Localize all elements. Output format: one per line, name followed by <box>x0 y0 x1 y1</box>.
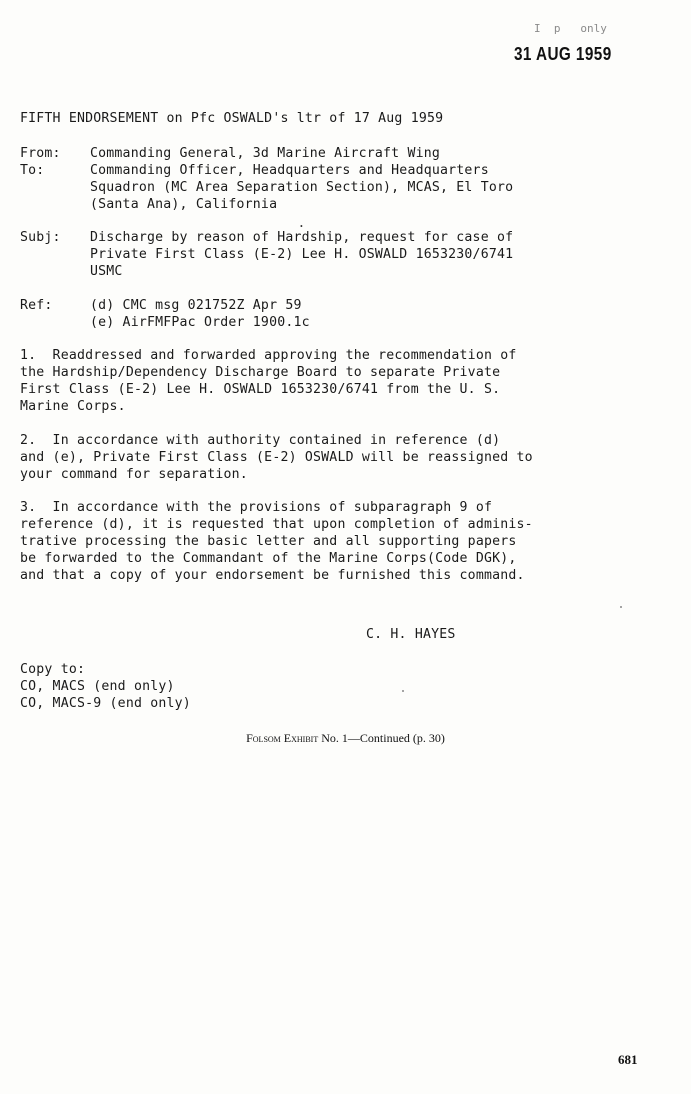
speck <box>402 690 404 692</box>
paragraph-3-line: trative processing the basic letter and all supporting papers <box>20 534 517 549</box>
paragraph-3-line: reference (d), it is requested that upon completion of adminis- <box>20 517 533 532</box>
to-line: Squadron (MC Area Separation Section), MCAS, El Toro <box>90 180 514 195</box>
subj-line: Private First Class (E-2) Lee H. OSWALD 1653230/6741 <box>90 247 514 262</box>
to-line: Commanding Officer, Headquarters and Headquarters <box>90 163 489 178</box>
paragraph-1-line: 1. Readdressed and forwarded approving the recommendation of <box>20 348 517 363</box>
paragraph-1-line: the Hardship/Dependency Discharge Board to separate Private <box>20 365 501 380</box>
paragraph-1-line: First Class (E-2) Lee H. OSWALD 1653230/6741 from the U. S. <box>20 382 501 397</box>
subj-line: Discharge by reason of Hardship, request for case of <box>90 230 514 245</box>
endorsement-heading: FIFTH ENDORSEMENT on Pfc OSWALD's ltr of 17 Aug 1959 <box>20 111 444 126</box>
date-stamp: 31 AUG 1959 <box>514 44 612 64</box>
exhibit-caption <box>0 731 691 746</box>
to-line: (Santa Ana), California <box>90 197 278 212</box>
signature-block: C. H. HAYES <box>366 627 456 642</box>
subj-line: USMC <box>90 264 123 279</box>
ink-mark: • <box>300 222 303 231</box>
from-label: From: <box>20 146 61 161</box>
paragraph-3-line: 3. In accordance with the provisions of subparagraph 9 of <box>20 500 493 515</box>
copy-to-label: Copy to: <box>20 662 86 677</box>
ref-line: (e) AirFMFPac Order 1900.1c <box>90 315 310 330</box>
paragraph-2-line: your command for separation. <box>20 467 248 482</box>
paragraph-2-line: 2. In accordance with authority contained in reference (d) <box>20 433 501 448</box>
copy-to-line: CO, MACS-9 (end only) <box>20 696 191 711</box>
ref-label: Ref: <box>20 298 53 313</box>
caption-rest: No. 1—Continued (p. 30) <box>318 731 445 745</box>
ref-line: (d) CMC msg 021752Z Apr 59 <box>90 298 302 313</box>
paragraph-3-line: and that a copy of your endorsement be furnished this command. <box>20 568 525 583</box>
subj-label: Subj: <box>20 230 61 245</box>
paragraph-2-line: and (e), Private First Class (E-2) OSWALD will be reassigned to <box>20 450 533 465</box>
page-number: 681 <box>618 1052 638 1067</box>
speck <box>620 606 622 608</box>
stamp-note: I p only <box>534 22 607 35</box>
paragraph-3-line: be forwarded to the Commandant of the Marine Corps(Code DGK), <box>20 551 517 566</box>
caption-exhibit: Folsom Exhibit <box>246 731 319 745</box>
from-text: Commanding General, 3d Marine Aircraft Wing <box>90 146 441 161</box>
paragraph-1-line: Marine Corps. <box>20 399 126 414</box>
copy-to-line: CO, MACS (end only) <box>20 679 175 694</box>
to-label: To: <box>20 163 45 178</box>
